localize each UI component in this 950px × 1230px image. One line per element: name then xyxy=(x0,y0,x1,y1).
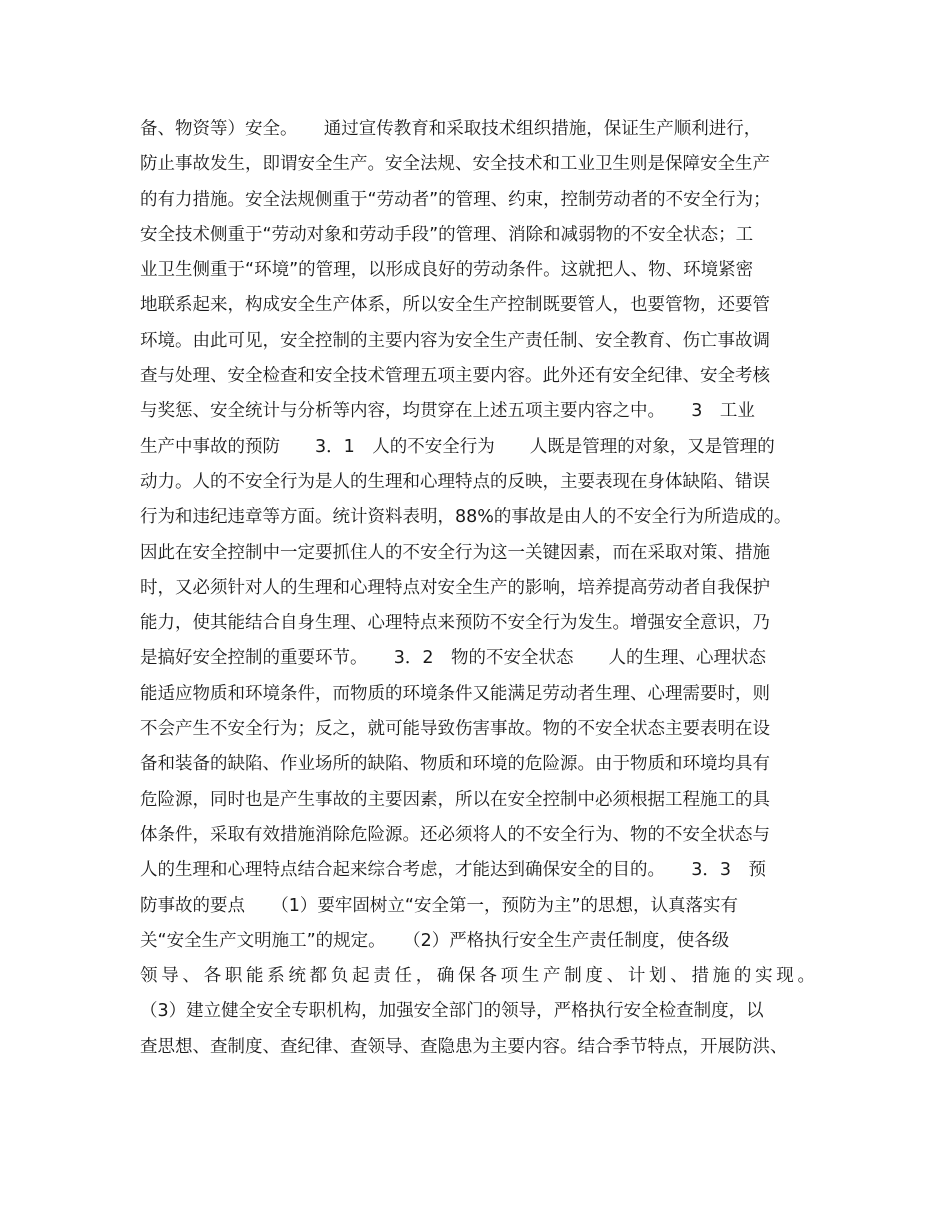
body-text xyxy=(140,112,815,1065)
text-line: 动力。人的不安全行为是人的生理和心理特点的反映，主要表现在身体缺陷、错误 xyxy=(140,471,770,492)
text-line: 体条件，采取有效措施消除危险源。还必须将人的不安全行为、物的不安全状态与 xyxy=(140,824,770,845)
text-line: 领导、各职能系统都负起责任，确保各项生产制度、计划、措施的实现。 xyxy=(140,966,815,987)
text-line: 防事故的要点 （1）要牢固树立“安全第一，预防为主”的思想，认真落实有 xyxy=(140,895,739,916)
text-line: 危险源，同时也是产生事故的主要因素，所以在安全控制中必须根据工程施工的具 xyxy=(140,789,770,810)
text-line: 人的生理和心理特点结合起来综合考虑，才能达到确保安全的目的。 3．3 预 xyxy=(140,860,767,881)
text-line: 关“安全生产文明施工”的规定。 （2）严格执行安全生产责任制度，使各级 xyxy=(140,930,730,951)
text-line: 行为和违纪违章等方面。统计资料表明，88%的事故是由人的不安全行为所造成的。 xyxy=(140,507,792,528)
text-line: 查与处理、安全检查和安全技术管理五项主要内容。此外还有安全纪律、安全考核 xyxy=(140,366,770,387)
text-line: 备和装备的缺陷、作业场所的缺陷、物质和环境的危险源。由于物质和环境均具有 xyxy=(140,754,770,775)
text-line: 生产中事故的预防 3．1 人的不安全行为 人既是管理的对象，又是管理的 xyxy=(140,436,775,457)
text-line: 是搞好安全控制的重要环节。 3．2 物的不安全状态 人的生理、心理状态 xyxy=(140,648,767,669)
text-line: 业卫生侧重于“环境”的管理，以形成良好的劳动条件。这就把人、物、环境紧密 xyxy=(140,260,754,281)
text-line: 不会产生不安全行为；反之，就可能导致伤害事故。物的不安全状态主要表明在设 xyxy=(140,719,770,740)
text-line: 地联系起来，构成安全生产体系，所以安全生产控制既要管人，也要管物，还要管 xyxy=(140,295,770,316)
text-line: 环境。由此可见，安全控制的主要内容为安全生产责任制、安全教育、伤亡事故调 xyxy=(140,330,770,351)
text-line: 安全技术侧重于“劳动对象和劳动手段”的管理、消除和减弱物的不安全状态；工 xyxy=(140,224,754,245)
text-line: 能力，使其能结合自身生理、心理特点来预防不安全行为发生。增强安全意识，乃 xyxy=(140,613,770,634)
text-line: 能适应物质和环境条件，而物质的环境条件又能满足劳动者生理、心理需要时，则 xyxy=(140,683,770,704)
text-line: （3）建立健全安全专职机构，加强安全部门的领导，严格执行安全检查制度，以 xyxy=(140,1001,764,1022)
text-line: 的有力措施。安全法规侧重于“劳动者”的管理、约束，控制劳动者的不安全行为； xyxy=(140,189,771,210)
text-line: 因此在安全控制中一定要抓住人的不安全行为这一关键因素，而在采取对策、措施 xyxy=(140,542,770,563)
text-line: 备、物资等）安全。 通过宣传教育和采取技术组织措施，保证生产顺利进行， xyxy=(140,119,762,139)
text-line: 查思想、查制度、查纪律、查领导、查隐患为主要内容。结合季节特点，开展防洪、 xyxy=(140,1036,788,1057)
text-line: 防止事故发生，即谓安全生产。安全法规、安全技术和工业卫生则是保障安全生产 xyxy=(140,154,770,175)
text-line: 时，又必须针对人的生理和心理特点对安全生产的影响，培养提高劳动者自我保护 xyxy=(140,577,770,598)
text-line: 与奖惩、安全统计与分析等内容，均贯穿在上述五项主要内容之中。 3 工业 xyxy=(140,401,755,422)
